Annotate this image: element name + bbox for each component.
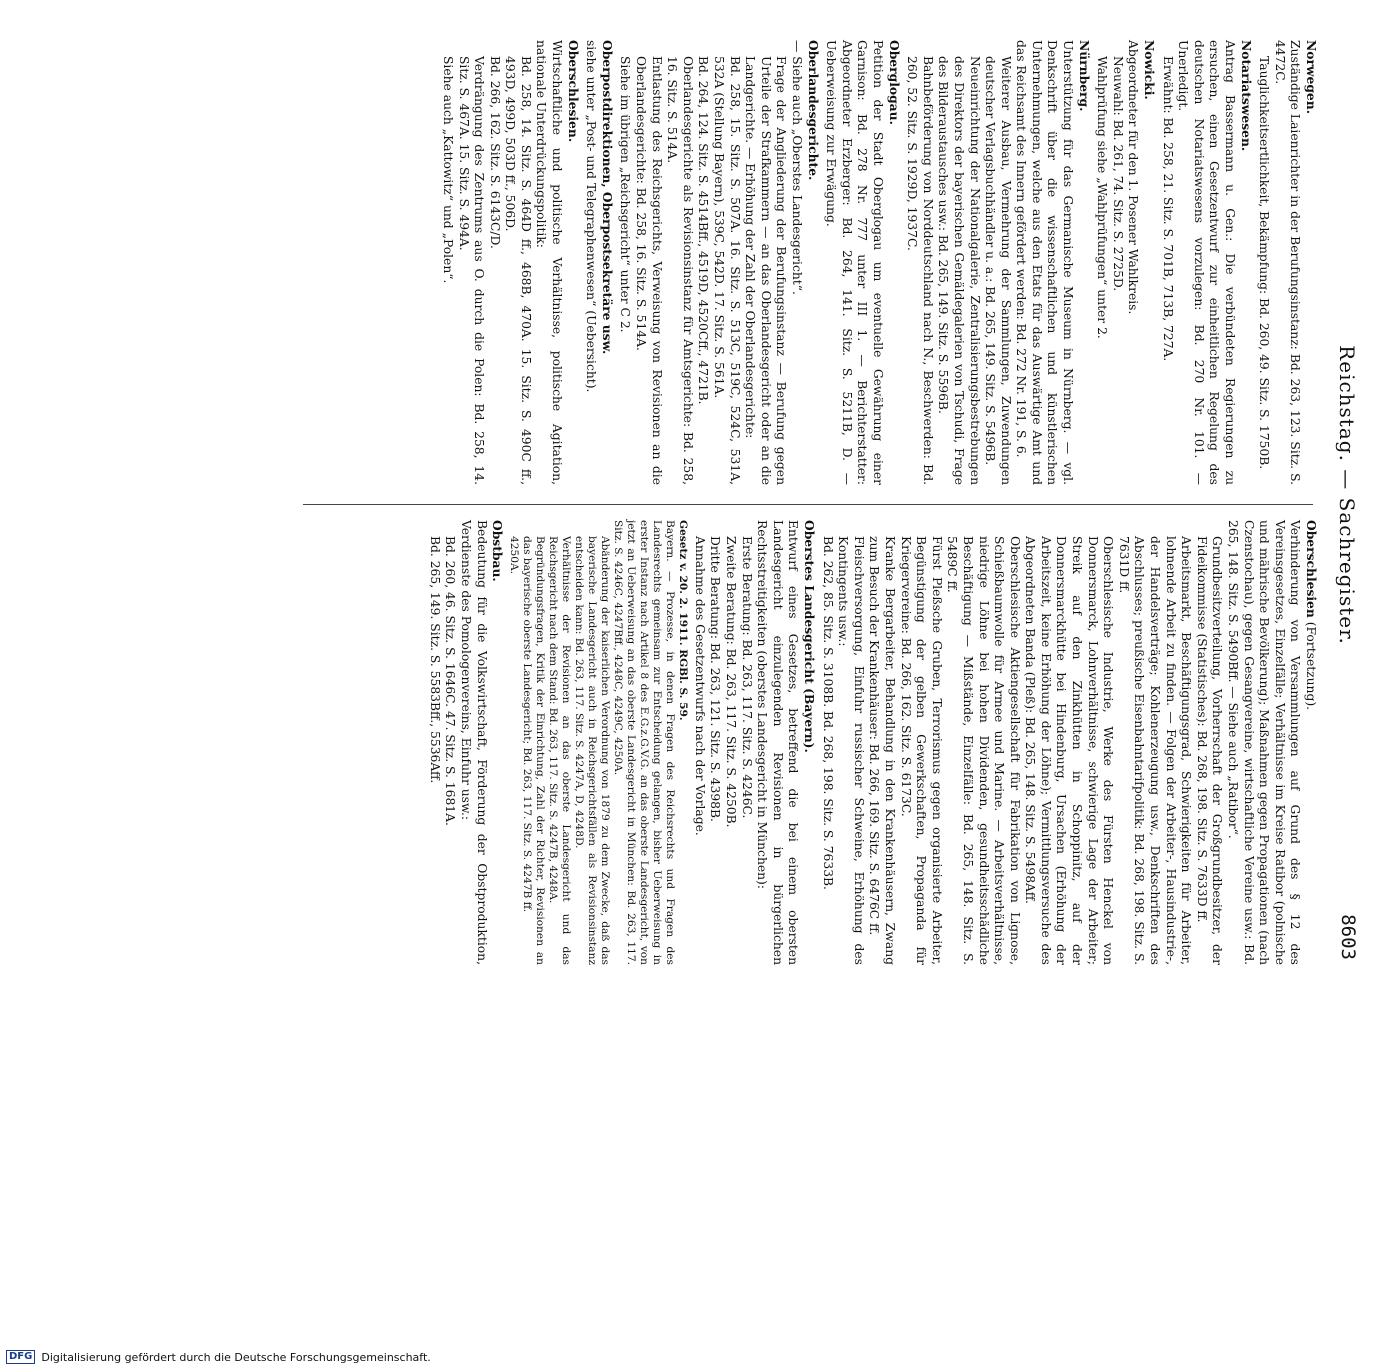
index-entry [691,520,817,965]
page-footer [6,1350,431,1364]
entry-heading: Oberglogau. [886,40,902,125]
entry-line: Wahlprüfung siehe „Wahlprüfungen“ unter 2. [1095,56,1110,339]
entry-line: Grundbesitzverteilung, Vorherrschaft der Großgrundbesitzer, der Fideikommisse (Statistisches): Bd. 268, 198. Sitz. S. 7633D ff. [1194,536,1225,965]
index-entry [426,520,505,965]
entry-line: Fürst Pleßsche Gruben, Terrorismus gegen organisierte Arbeiter, Begünstigung der gelben Gewerkschaften, Propaganda für Kriegervereine: Bd. 266, 162. Sitz. S. 6173C. [898,536,944,965]
entry-heading: Oberstes Landesgericht (Bayern). [802,520,817,753]
index-entry [1094,40,1157,485]
entry-line: Verdrängung des Zentrums aus O. durch die Polen: Bd. 258, 14. Sitz. S. 467A. 15. Sitz. S. 494A. [456,56,487,485]
entry-heading: Oberschlesien [1304,520,1319,618]
entry-line: Siehe auch „Kattowitz“ und „Polen“. [440,56,455,284]
entry-line: Begründungsfragen, Kritik der Einrichtung, Zahl der Richter, Revisionen an das bayerische oberste Landesgericht; Bd. 263, 117. Sitz. S. 4247B ff. [521,536,547,965]
entry-line: Siehe im übrigen „Reichsgericht“ unter C 2. [618,56,633,333]
entry-line: Neueinrichtung der Nationalgalerie, Zentralisierungsbestrebungen des Direktors der bayerischen Gemäldegalerien von Tschudi, Frage des Bilderaustausches usw.: Bd. 265, 149. Sitz. S. 5596B. [936,56,982,485]
entry-line: Erste Beratung: Bd. 263, 117. Sitz. S. 4246C. [739,536,754,819]
entry-heading: Oberpostdirektionen, Oberpostsekretäre usw. [599,40,615,355]
entry-line: Abgeordneter für den 1. Posener Wahlkreis. [1126,40,1141,315]
index-entry [823,40,902,485]
entry-line: Oberschlesische Aktiengesellschaft für Fabrikation von Lignose, Schießbaumwolle für Armee und Marine. — Arbeitsverhältnisse, niedrige Löhne bei hohen Dividenden, gesundheitsschädliche Beschäftigung — Mißstände, Einzelfälle: Bd. 265, 148. Sitz. S. 5489C ff. [945,536,1022,965]
entry-line: Annahme des Gesetzentwurfs nach der Vorlage. [692,536,707,836]
entry-line: Zuständige Laienrichter in der Berufungsinstanz: Bd. 263, 123. Sitz. S. 4472C. [1272,40,1303,485]
entry-line: Petition der Stadt Oberglogau um eventuelle Gewährung einer Garnison: Bd. 278 Nr. 777 unter III 1. — Berichterstatter: Abgeordneter Erzberger: Bd. 264, 141. Sitz. S. 5211B, D. — Ueberweisung zur Erwägung. [824,40,885,485]
index-entry [819,520,1319,965]
entry-line: Frage der Angliederung der Berufungsinstanz — Berufung gegen Urteile der Strafkammern — an das Oberlandesgericht oder an die Landgerichte. — Erhöhung der Zahl der Oberlandesgerichte: [743,56,789,485]
left-column [437,40,1319,485]
entry-heading: Nowicki. [1142,40,1158,100]
entry-line: — Siehe auch „Oberstes Landesgericht“. [790,40,804,295]
entry-heading: Nürnberg. [1076,40,1092,112]
entry-line: Oberschlesische Industrie, Werke des Fürsten Henckel von Donnersmarck, Lohnverhältnisse, schwierige Lage der Arbeiter; Streik auf den Zinkhütten in Schoppinitz, auf der Donnersmarckhütte bei Hindenburg, Ursachen (Erhöhung der Arbeitszeit, keine Erhöhung der Löhne); Vermittlungsversuche des Abgeordneten Banda (Pleß): Bd. 265, 148. Sitz. S. 5498Aff. [1023,536,1116,965]
entry-line: Verhältnisse der Revisionen an das oberste Landesgericht und das Reichsgericht nach dem Stand: Bd. 263, 117. Sitz. S. 4247B, 4248A. [547,536,573,965]
entry-line: Tauglichkeitsertlichkeit, Bekämpfung: Bd. 260, 49. Sitz. S. 1750B. [1257,56,1272,470]
entry-line: 4250A. [508,536,521,574]
entry-line: Bd. 266, 162. Sitz. S. 6143C/D. [487,56,502,249]
entry-line: Antrag Bassermann u. Gen.: Die verbündeten Regierungen zu ersuchen, einen Gesetzentwurf zur einheitlichen Regelung des deutschen Notariatswesens vorzulegen: Bd. 270 Nr. 101. — Unerledigt. [1176,40,1238,485]
entry-line: Bd. 265, 149. Sitz. S. 5583Bff., 5536Aff. [427,536,442,784]
entry-line: Oberlandesgerichte als Revisionsinstanz für Amtsgerichte: Bd. 258, 16. Sitz. S. 514A. [665,56,695,485]
entry-line: Wirtschaftliche und politische Verhältnisse, politische Agitation, nationale Unterdrückungspolitik: [534,40,565,485]
entry-line: Bahnbeförderung von Norddeutschland nach N., Beschwerden: Bd. 260, 52. Sitz. S. 1929D, 1937C. [905,56,935,485]
entry-line: Bd. 258, 14. Sitz. S. 464D ff., 468B, 470A. 15. Sitz. S. 490C ff., 493D, 499D, 503D ff., 506D. [503,56,533,485]
entry-line: Abänderung der kaiserlichen Verordnung von 1879 zu dem Zwecke, daß das bayerische Landesgericht auch in Reichsgerichtsfällen als Revisionsinstanz entscheiden kann: Bd. 263, 117. Sitz. S. 4247A, D, 4248D. [573,536,612,965]
entry-line: Entwurf eines Gesetzes, betreffend die bei einem obersten Landesgericht einzulegenden Revisionen in bürgerlichen Rechtsstreitigkeiten (oberstes Landesgericht in München): [755,520,801,965]
entry-line: Bd. 264, 124. Sitz. S. 4514Bff., 4519D, 4520Cff., 4721B. [696,56,711,405]
entry-line: Kranke Bergarbeiter, Behandlung in den Krankenhäusern, Zwang zum Besuch der Krankenhäuser: Bd. 266, 169. Sitz. S. 6476C ff. [867,536,897,965]
entry-line: Dritte Beratung: Bd. 263, 121. Sitz. S. 4398B. [708,536,723,822]
page-number: 8603 [1337,914,1359,960]
entry-heading: Obstbau. [490,520,506,582]
index-entry [904,40,1092,485]
running-title: Reichstag. — Sachregister. [1335,345,1359,645]
entry-heading: Oberlandesgerichte. [805,40,821,181]
entry-heading: Norwegen. [1304,40,1319,114]
index-entry [439,40,580,485]
entry-line: Arbeitsmarkt, Beschäftigungsgrad, Schwierigkeiten für Arbeiter, lohnende Arbeit zu finden. — Folgen der Arbeiter-, Hausindustrie-, der Handelsverträge; Kohlenerzeugung usw., Denkschriften des Abschlusses; preußische Eisenbahntarifpolitik: Bd. 268, 198. Sitz. S. 7631D ff. [1116,536,1194,965]
entry-line: Unterstützung für das Germanische Museum in Nürnberg. — vgl. Denkschrift über die wissenschaftlichen und künstlerischen Unternehmungen, welche aus den Etats für das Auswärtige Amt und das Reichsamt des Innern gefördert werden: Bd. 272 Nr. 191, S. 6. [1014,40,1076,485]
entry-line: siehe unter „Post- und Telegraphenwesen“ (Uebersicht). [584,40,599,393]
entry-line: Bedeutung für die Volkswirtschaft, Förderung der Obstproduktion, Verdienste des Pomologenvereins, Einfuhr usw.: [459,520,489,965]
index-entry [583,40,615,485]
entry-heading: Oberschlesien. [565,40,581,143]
column-divider [303,504,1313,505]
index-entry [1159,40,1254,485]
entry-line: Fleischversorgung, Einfuhr russischer Schweine, Erhöhung des Kontingents usw.: [836,536,866,965]
dfg-logo: DFG [6,1350,35,1364]
entry-line: Verhinderung von Versammlungen auf Grund des § 12 des Vereinsgesetzes, Einzelfälle; Verhältnisse im Kreise Ratibor (polnische und mährische Bevölkerung); Maßnahmen gegen Propagationen (nach Czenstochau), gegen Gesangvereine, wirtschaftliche Vereine usw.: Bd. 265, 148. Sitz. S. 5490Bff. — Siehe auch „Ratibor“. [1226,520,1303,965]
entry-line: Entlastung des Reichsgerichts, Verweisung von Revisionen an die Oberlandesgerichte: Bd. 258, 16. Sitz. S. 514A. [634,56,664,485]
digitization-credit: Digitalisierung gefördert durch die Deutsche Forschungsgemeinschaft. [41,1350,431,1364]
index-entry [507,520,689,965]
entry-line: Bd. 258, 15. Sitz. S. 507A. 16. Sitz. S. 513C, 519C, 524C, 531A, 532A (Stellung Bayern), 539C, 542D. 17. Sitz. S. 561A. [712,56,742,485]
entry-heading: Notariatswesen. [1238,40,1254,152]
entry-heading-suffix: (Fortsetzung). [1304,621,1318,711]
page-header [1325,30,1365,960]
entry-line: Zweite Beratung: Bd. 263, 117. Sitz. S. 4250B. [724,536,739,828]
right-column [424,520,1319,965]
entry-line: Bayern. — Prozesse, in denen Fragen des Reichsrechts und Fragen des Landesrechts gemeinsam zur Entscheidung gelangen, bisher Ueberweisung in erster Instanz nach Artikel 8 des E.G.z.G.V.G. an das oberste Landesgericht, von jetzt an Ueberweisung an das oberste Landesgericht in München: Bd. 263, 117. Sitz. S. 4246C, 4247Bff., 4248C, 4249C, 4250A. [612,520,677,965]
index-entry [1256,40,1319,485]
entry-line: Weiterer Ausbau, Vermehrung der Sammlungen, Zuwendungen deutscher Verlagsbuchhändler u. a.: Bd. 265, 149. Sitz. S. 5496B. [983,56,1013,485]
entry-line: Bd. 260, 46. Sitz. S. 1646C. 47. Sitz. S. 1681A. [443,536,458,826]
entry-line: Bd. 262, 85. Sitz. S. 3108B. Bd. 268, 198. Sitz. S. 7633B. [820,536,835,890]
entry-line: Erwähnt: Bd. 258, 21. Sitz. S. 701B, 713B, 727A. [1160,56,1175,362]
entry-line: Neuwahl: Bd. 261, 74. Sitz. S. 2725D. [1110,56,1125,292]
index-entry [617,40,821,485]
entry-heading: Gesetz v. 20. 2. 1911. RGBl. S. 59. [677,520,690,721]
